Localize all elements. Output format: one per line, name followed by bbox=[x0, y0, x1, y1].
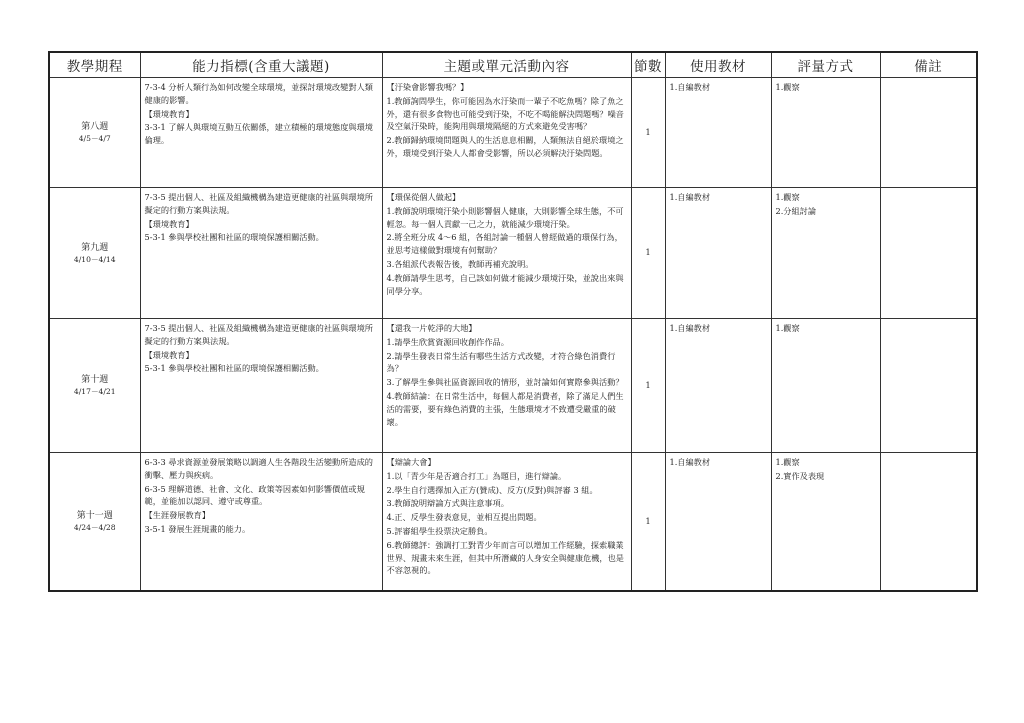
topic-line: 3.了解學生參與社區資源回收的情形，並討論如何實際參與活動？ bbox=[386, 377, 624, 388]
hours-cell bbox=[631, 453, 665, 592]
topic-line: 【汙染會影響我嗎？】 bbox=[386, 82, 469, 92]
material-value: 1.自編教材 bbox=[669, 323, 711, 333]
indicator-line: 7-3-5 提出個人、社區及組織機構為建造更健康的社區與環境所擬定的行動方案與法規。 bbox=[144, 323, 373, 346]
header-assessment: 評量方式 bbox=[771, 52, 880, 78]
topic-line: 【還我一片乾淨的大地】 bbox=[386, 323, 477, 333]
topic-cell bbox=[382, 453, 631, 592]
topic-line: 【辯論大會】 bbox=[386, 457, 436, 467]
indicator-line: 【生涯發展教育】 bbox=[144, 510, 211, 521]
topic-line: 4.教師結論：在日常生活中，每個人都是消費者，除了滿足人們生活的需要，要有綠色消費的主張，生態環境才不致遭受嚴重的破壞。 bbox=[386, 390, 624, 427]
week-dates: 4/10－4/14 bbox=[73, 254, 116, 264]
week-label: 第十一週 bbox=[76, 511, 113, 521]
notes-cell bbox=[880, 319, 977, 453]
indicator-line: 【環境教育】 bbox=[144, 349, 194, 360]
indicator-line: 【環境教育】 bbox=[144, 218, 194, 229]
topic-line: 3.教師說明辯論方式與注意事項。 bbox=[386, 498, 509, 509]
assessment-cell bbox=[771, 453, 880, 592]
indicator-line: 3-5-1 發展生涯規畫的能力。 bbox=[144, 523, 251, 534]
table-row bbox=[49, 319, 977, 453]
topic-line: 1.教師說明環境汙染小則影響個人健康，大則影響全球生態，不可輕忽。每一個人貢獻一己之力，就能減少環境汙染。 bbox=[386, 205, 624, 229]
material-cell bbox=[665, 319, 771, 453]
notes-cell bbox=[880, 188, 977, 319]
week-cell bbox=[49, 453, 140, 592]
indicator-cell bbox=[140, 188, 382, 319]
topic-line: 4.正、反學生發表意見，並相互提出問題。 bbox=[386, 512, 542, 523]
week-dates: 4/17－4/21 bbox=[73, 387, 116, 396]
hours-value: 1 bbox=[645, 380, 651, 390]
table-row bbox=[49, 453, 977, 592]
week-dates: 4/5－4/7 bbox=[78, 134, 111, 143]
topic-line: 2.請學生發表日常生活有哪些生活方式改變，才符合綠色消費行為？ bbox=[386, 350, 616, 374]
header-indicator: 能力指標(含重大議題) bbox=[140, 52, 382, 78]
hours-cell bbox=[631, 319, 665, 453]
indicator-line: 7-3-5 提出個人、社區及組織機構為建造更健康的社區與環境所擬定的行動方案與法規。 bbox=[144, 192, 373, 215]
hours-value: 1 bbox=[645, 248, 651, 258]
week-label: 第九週 bbox=[81, 242, 109, 253]
topic-line: 4.教師請學生思考，自己該如何做才能減少環境汙染，並說出來與同學分享。 bbox=[386, 272, 624, 296]
topic-line: 3.各組派代表報告後，教師再補充說明。 bbox=[386, 258, 534, 269]
header-hours: 節數 bbox=[631, 52, 665, 78]
assessment-cell bbox=[771, 78, 880, 188]
material-value: 1.自編教材 bbox=[669, 192, 711, 202]
table-row bbox=[49, 78, 977, 188]
lesson-plan-table bbox=[48, 51, 978, 592]
header-material: 使用教材 bbox=[665, 52, 771, 78]
indicator-line: 7-3-4 分析人類行為如何改變全球環境，並探討環境改變對人類健康的影響。 bbox=[144, 82, 373, 105]
indicator-line: 3-3-1 了解人與環境互動互依關係，建立積極的環境態度與環境倫理。 bbox=[144, 122, 373, 146]
material-value: 1.自編教材 bbox=[669, 82, 711, 92]
material-cell bbox=[665, 78, 771, 188]
topic-line: 1.以「青少年是否適合打工」為題目，進行辯論。 bbox=[386, 470, 567, 481]
indicator-line: 6-3-5 理解道德、社會、文化、政策等因素如何影響價值或規範，並能加以認同、遵守或尊重。 bbox=[144, 483, 365, 507]
week-cell bbox=[49, 188, 140, 319]
header-topic: 主題或單元活動內容 bbox=[382, 52, 631, 78]
indicator-cell bbox=[140, 453, 382, 592]
topic-line: 2.將全班分成 4～6 組，各組討論一種個人曾經做過的環保行為，並思考這樣做對環境有何幫助？ bbox=[386, 232, 623, 256]
assessment-line: 1.觀察 bbox=[775, 82, 800, 92]
week-label: 第八週 bbox=[81, 122, 109, 132]
assessment-line: 1.觀察 bbox=[775, 192, 800, 202]
indicator-line: 6-3-3 尋求資源並發展策略以調適人生各階段生活變動所造成的衝擊、壓力與疾病。 bbox=[144, 457, 373, 480]
topic-line: 5.評審組學生投票決定勝負。 bbox=[386, 525, 493, 536]
hours-cell bbox=[631, 78, 665, 188]
assessment-line: 1.觀察 bbox=[775, 457, 800, 467]
topic-cell bbox=[382, 319, 631, 453]
indicator-line: 5-3-1 參與學校社團和社區的環境保護相關活動。 bbox=[144, 363, 324, 374]
header-period: 教學期程 bbox=[49, 52, 140, 78]
hours-value: 1 bbox=[645, 127, 651, 137]
notes-cell bbox=[880, 453, 977, 592]
week-dates: 4/24－4/28 bbox=[73, 523, 116, 532]
indicator-cell bbox=[140, 319, 382, 453]
topic-line: 1.請學生欣賞資源回收創作作品。 bbox=[386, 336, 509, 347]
assessment-line: 2.分組討論 bbox=[775, 205, 817, 216]
topic-line: 2.教師歸納環境問題與人的生活息息相關，人類無法自絕於環境之外，環境受到汙染人人都會受影響，所以必須解決汙染問題。 bbox=[386, 135, 624, 158]
week-label: 第十週 bbox=[81, 375, 109, 385]
material-cell bbox=[665, 453, 771, 592]
indicator-line: 【環境教育】 bbox=[144, 108, 194, 119]
assessment-cell bbox=[771, 188, 880, 319]
indicator-cell bbox=[140, 78, 382, 188]
assessment-line: 1.觀察 bbox=[775, 323, 800, 333]
week-cell bbox=[49, 78, 140, 188]
table-row bbox=[49, 188, 977, 319]
topic-line: 1.教師詢問學生，你可能因為水汙染而一輩子不吃魚嗎？除了魚之外，還有很多食物也可能受到汙染，不吃不喝能解決問題嗎？噪音及空氣汙染時，能夠用與環境隔絕的方式來避免受害嗎？ bbox=[386, 95, 624, 132]
assessment-cell bbox=[771, 319, 880, 453]
assessment-line: 2.實作及表現 bbox=[775, 470, 825, 481]
topic-line: 【環保從個人做起】 bbox=[386, 192, 461, 202]
hours-cell bbox=[631, 188, 665, 319]
notes-cell bbox=[880, 78, 977, 188]
topic-cell bbox=[382, 188, 631, 319]
header-notes: 備註 bbox=[880, 52, 977, 78]
material-value: 1.自編教材 bbox=[669, 457, 711, 467]
indicator-line: 5-3-1 參與學校社團和社區的環境保護相關活動。 bbox=[144, 232, 324, 243]
header-row bbox=[49, 52, 977, 78]
topic-line: 6.教師總評：強調打工對青少年而言可以增加工作經驗，探索職業世界、規畫未來生涯，但其中所潛藏的人身安全與健康危機，也是不容忽視的。 bbox=[386, 539, 624, 576]
material-cell bbox=[665, 188, 771, 319]
hours-value: 1 bbox=[645, 516, 651, 526]
week-cell bbox=[49, 319, 140, 453]
topic-cell bbox=[382, 78, 631, 188]
topic-line: 2.學生自行選擇加入正方(贊成)、反方(反對)與評審 3 組。 bbox=[386, 484, 598, 495]
